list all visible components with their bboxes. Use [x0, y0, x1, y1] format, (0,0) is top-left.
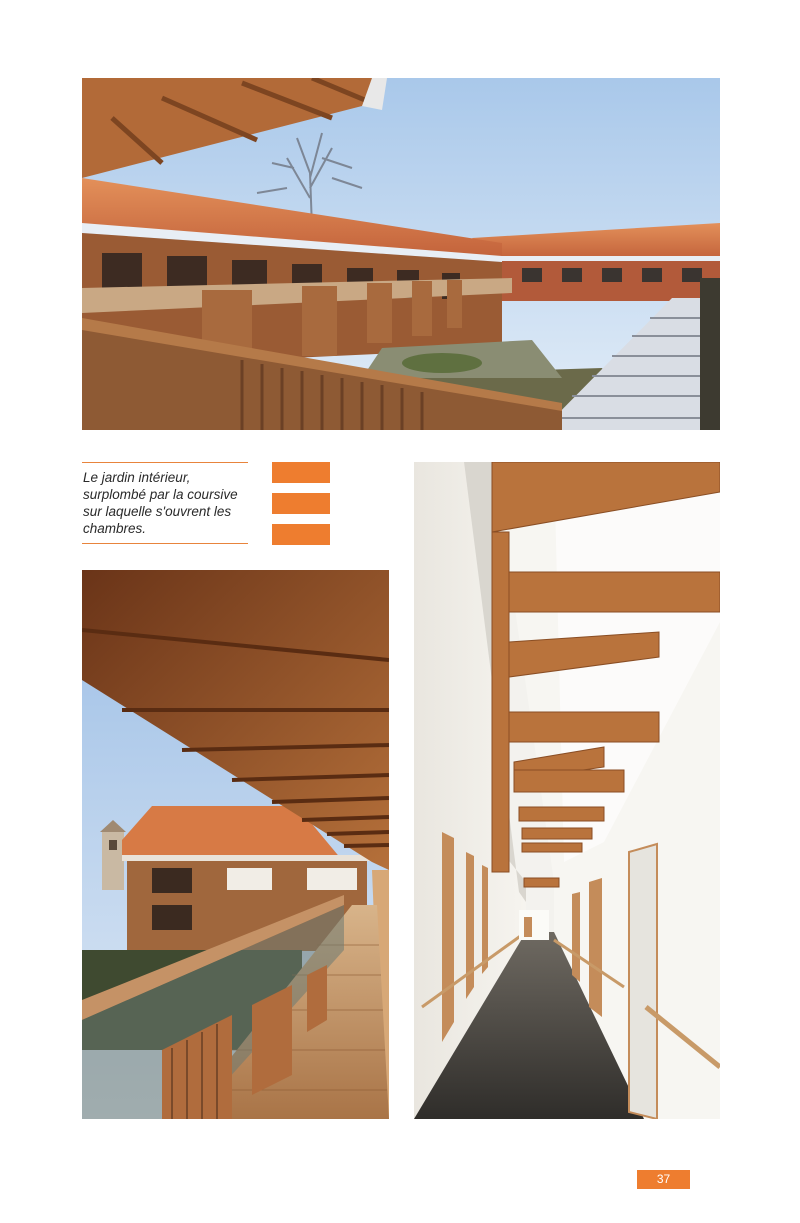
orange-swatch — [272, 493, 330, 514]
orange-swatch — [272, 462, 330, 483]
orange-swatch — [272, 524, 330, 545]
photo-courtyard-garden — [82, 78, 720, 430]
page-number: 37 — [637, 1170, 690, 1189]
photo-interior-corridor — [414, 462, 720, 1119]
caption-line: sur laquelle s'ouvrent les — [83, 504, 232, 519]
covered-walkway-image — [82, 570, 389, 1119]
caption-bottom-rule — [82, 543, 248, 544]
caption-block — [82, 462, 248, 544]
caption-line: surplombé par la coursive — [83, 487, 238, 502]
caption-text — [82, 463, 248, 543]
courtyard-garden-image — [82, 78, 720, 430]
caption-line: Le jardin intérieur, — [83, 470, 191, 485]
photo-covered-walkway — [82, 570, 389, 1119]
interior-corridor-image — [414, 462, 720, 1119]
caption-line: chambres. — [83, 521, 147, 536]
